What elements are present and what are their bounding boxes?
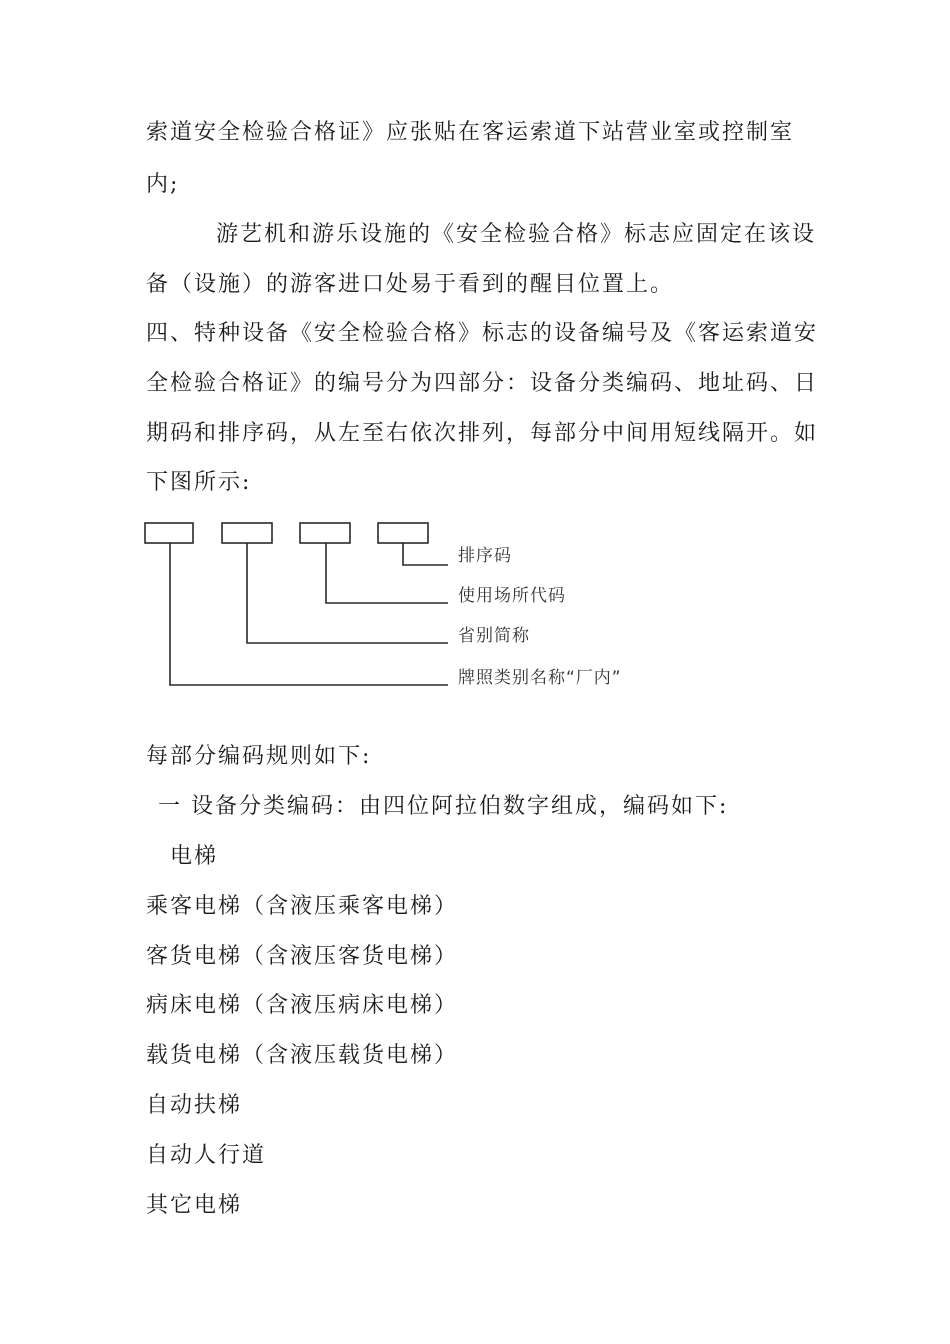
paragraph-line: 期码和排序码，从左至右依次排列，每部分中间用短线隔开。如 [146, 421, 819, 446]
paragraph-line: 全检验合格证》的编号分为四部分：设备分类编码、地址码、日 [146, 371, 819, 396]
list-item: 载货电梯（含液压载货电梯） [146, 1043, 459, 1068]
code-box-4 [378, 523, 428, 543]
rules-intro: 每部分编码规则如下: [146, 744, 372, 769]
code-box-3 [300, 523, 350, 543]
connector-sequence [403, 543, 448, 565]
list-item: 乘客电梯（含液压乘客电梯） [146, 894, 459, 919]
list-item: 病床电梯（含液压病床电梯） [146, 993, 459, 1018]
paragraph-line: 备（设施）的游客进口处易于看到的醒目位置上。 [146, 272, 675, 297]
list-item: 自动扶梯 [146, 1093, 243, 1118]
paragraph-line: 内; [146, 172, 180, 197]
code-box-1 [145, 523, 193, 543]
connector-location [326, 543, 448, 603]
list-item: 其它电梯 [146, 1193, 243, 1218]
rules-item-1: 一 设备分类编码：由四位阿拉伯数字组成，编码如下: [158, 794, 729, 819]
connector-province [247, 543, 448, 643]
paragraph-line: 下图所示: [146, 470, 252, 495]
code-box-2 [222, 523, 272, 543]
numbering-diagram [140, 515, 660, 700]
label-plate-category: 牌照类别名称“厂内” [458, 668, 622, 688]
paragraph-line: 索道安全检验合格证》应张贴在客运索道下站营业室或控制室 [146, 120, 795, 145]
category-heading: 电梯 [170, 844, 219, 869]
paragraph-line: 四、特种设备《安全检验合格》标志的设备编号及《客运索道安 [146, 321, 819, 346]
list-item: 客货电梯（含液压客货电梯） [146, 944, 459, 969]
label-sequence-code: 排序码 [458, 546, 512, 566]
paragraph-line: 游艺机和游乐设施的《安全检验合格》标志应固定在该设 [216, 222, 817, 247]
label-location-code: 使用场所代码 [458, 586, 566, 606]
list-item: 自动人行道 [146, 1143, 267, 1168]
label-province-code: 省别简称 [458, 626, 530, 646]
